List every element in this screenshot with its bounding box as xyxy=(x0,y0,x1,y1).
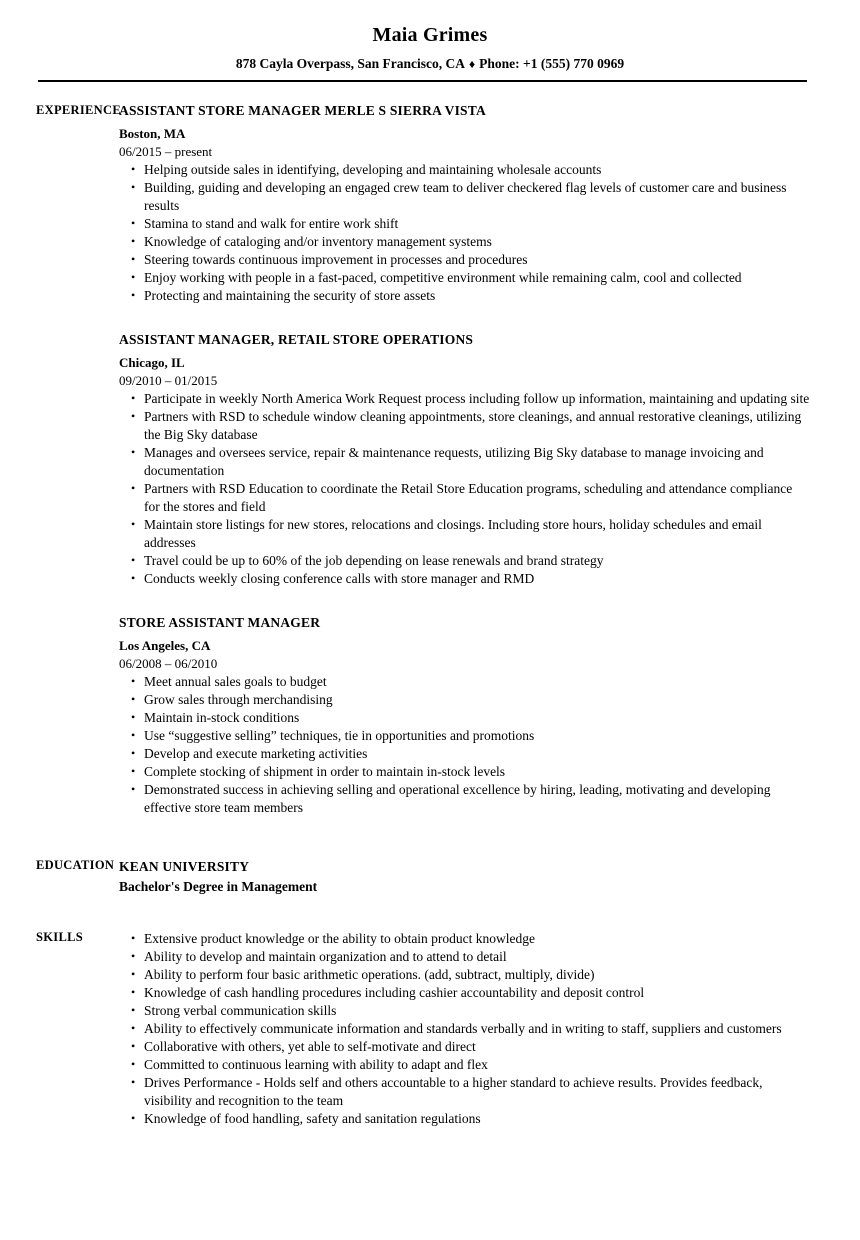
job-bullet: • Conducts weekly closing conference calls with store manager and RMD xyxy=(119,570,810,588)
skill-bullet: • Strong verbal communication skills xyxy=(119,1002,810,1020)
job-bullet: • Partners with RSD to schedule window cleaning appointments, store cleanings, and annual restorative cleanings, utilizing the Big Sky database xyxy=(119,408,810,444)
candidate-name: Maia Grimes xyxy=(372,24,488,46)
job-bullet: • Manages and oversees service, repair & maintenance requests, utilizing Big Sky database to manage invoicing and documentation xyxy=(119,444,810,480)
job-bullet: • Develop and execute marketing activities xyxy=(119,745,810,763)
experience-item xyxy=(119,614,810,817)
job-bullet: • Protecting and maintaining the security of store assets xyxy=(119,287,810,305)
contact-line xyxy=(0,55,860,73)
job-bullet: • Partners with RSD Education to coordinate the Retail Store Education programs, scheduling and attendance compliance for the stores and field xyxy=(119,480,810,516)
experience-item xyxy=(119,102,810,305)
section-label-experience: EXPERIENCE xyxy=(36,103,121,117)
job-bullet: • Stamina to stand and walk for entire work shift xyxy=(119,215,810,233)
education-item xyxy=(119,857,810,896)
job-bullet: • Meet annual sales goals to budget xyxy=(119,673,810,691)
skill-bullet: • Extensive product knowledge or the ability to obtain product knowledge xyxy=(119,930,810,948)
job-bullet: • Steering towards continuous improvement in processes and procedures xyxy=(119,251,810,269)
job-title: ASSISTANT MANAGER, RETAIL STORE OPERATIONS xyxy=(119,332,474,347)
job-bullet: • Knowledge of cataloging and/or inventory management systems xyxy=(119,233,810,251)
job-location: Chicago, IL xyxy=(119,355,185,370)
job-dates: 06/2015 – present xyxy=(119,144,213,159)
education-school: KEAN UNIVERSITY xyxy=(119,859,250,874)
education-degree: Bachelor's Degree in Management xyxy=(119,879,318,894)
skill-bullet: • Knowledge of food handling, safety and sanitation regulations xyxy=(119,1110,810,1128)
job-bullet: • Maintain in-stock conditions xyxy=(119,709,810,727)
header-divider xyxy=(38,80,807,82)
experience-item xyxy=(119,331,810,588)
experience-body xyxy=(119,102,860,817)
job-location: Boston, MA xyxy=(119,126,186,141)
resume-header xyxy=(0,0,860,82)
skills-body xyxy=(119,929,860,1128)
contact-phone: Phone: +1 (555) 770 0969 xyxy=(479,56,625,71)
education-body xyxy=(119,857,860,896)
job-bullet: • Use “suggestive selling” techniques, tie in opportunities and promotions xyxy=(119,727,810,745)
skill-bullet: • Ability to perform four basic arithmetic operations. (add, subtract, multiply, divide) xyxy=(119,966,810,984)
skills-bullet-list xyxy=(119,930,810,1128)
skill-bullet: • Knowledge of cash handling procedures including cashier accountability and deposit control xyxy=(119,984,810,1002)
contact-address: 878 Cayla Overpass, San Francisco, CA xyxy=(235,56,466,71)
section-experience xyxy=(0,102,860,817)
job-bullet-list xyxy=(119,673,810,817)
skill-bullet: • Ability to effectively communicate information and standards verbally and in writing to staff, suppliers and customers xyxy=(119,1020,810,1038)
job-bullet: • Building, guiding and developing an engaged crew team to deliver checkered flag levels of customer care and business results xyxy=(119,179,810,215)
skill-bullet: • Drives Performance - Holds self and others accountable to a higher standard to achieve results. Provides feedback, visibility and recognition to the team xyxy=(119,1074,810,1110)
job-bullet-list xyxy=(119,161,810,305)
job-bullet: • Enjoy working with people in a fast-paced, competitive environment while remaining calm, cool and collected xyxy=(119,269,810,287)
job-dates: 09/2010 – 01/2015 xyxy=(119,373,218,388)
section-label-skills: SKILLS xyxy=(36,930,83,944)
job-dates: 06/2008 – 06/2010 xyxy=(119,656,218,671)
job-title: STORE ASSISTANT MANAGER xyxy=(119,615,321,630)
job-title: ASSISTANT STORE MANAGER MERLE S SIERRA VISTA xyxy=(119,103,486,118)
job-bullet: • Grow sales through merchandising xyxy=(119,691,810,709)
job-bullet-list xyxy=(119,390,810,588)
job-bullet: • Participate in weekly North America Work Request process including follow up information, maintaining and updating site xyxy=(119,390,810,408)
job-bullet: • Maintain store listings for new stores, relocations and closings. Including store hours, holiday schedules and email addresses xyxy=(119,516,810,552)
skill-bullet: • Ability to develop and maintain organization and to attend to detail xyxy=(119,948,810,966)
section-education xyxy=(0,857,860,896)
job-bullet: • Helping outside sales in identifying, developing and maintaining wholesale accounts xyxy=(119,161,810,179)
diamond-icon: ♦ xyxy=(469,57,476,71)
skill-bullet: • Committed to continuous learning with ability to adapt and flex xyxy=(119,1056,810,1074)
job-bullet: • Travel could be up to 60% of the job depending on lease renewals and brand strategy xyxy=(119,552,810,570)
job-bullet: • Demonstrated success in achieving selling and operational excellence by hiring, leading, motivating and developing effective store team members xyxy=(119,781,810,817)
section-skills xyxy=(0,929,860,1128)
job-location: Los Angeles, CA xyxy=(119,638,211,653)
skill-bullet: • Collaborative with others, yet able to self-motivate and direct xyxy=(119,1038,810,1056)
section-label-education: EDUCATION xyxy=(36,858,115,872)
job-bullet: • Complete stocking of shipment in order to maintain in-stock levels xyxy=(119,763,810,781)
